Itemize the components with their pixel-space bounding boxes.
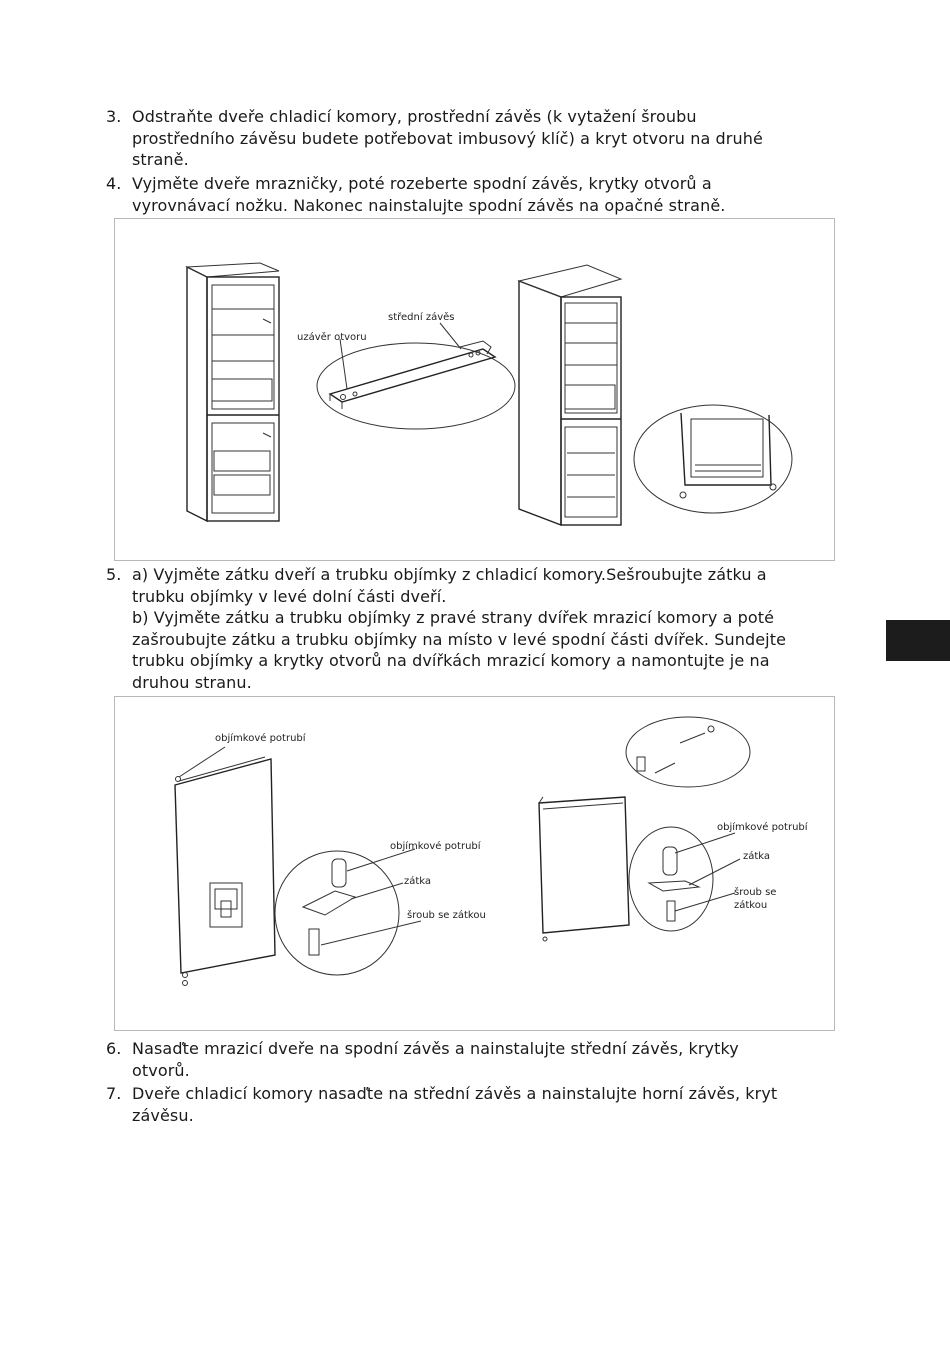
step-text: Dveře chladicí komory nasaďte na střední závěs a nainstalujte horní závěs, kryt závěsu.	[132, 1084, 778, 1125]
hole-cover-zoom	[626, 717, 750, 787]
label-right-screw-line-1: šroub se	[734, 887, 777, 898]
step-6	[106, 1038, 846, 1081]
figure-hinge-removal	[114, 218, 835, 561]
step-number: 5.	[106, 565, 122, 584]
chapter-tab	[886, 620, 950, 661]
label-right-screw-line-2: zátkou	[734, 900, 768, 911]
figure-1-illustration	[115, 219, 836, 562]
left-parts-zoom	[275, 840, 486, 975]
figure-door-parts	[114, 696, 835, 1031]
label-zoom-screw: šroub se zátkou	[407, 910, 486, 921]
step-text: Odstraňte dveře chladicí komory, prostřední závěs (k vytažení šroubu prostředního závěsu budete potřebovat imbusový klíč) a kryt otvoru na druhé straně.	[132, 107, 763, 169]
freezer-door-right	[539, 797, 629, 941]
middle-hinge-zoom	[297, 311, 515, 429]
label-right-sleeve: objímkové potrubí	[717, 822, 808, 833]
step-text: Vyjměte dveře mrazničky, poté rozeberte spodní závěs, krytky otvorů a vyrovnávací nožku. Nakonec nainstalujte spodní závěs na opačné straně.	[132, 174, 726, 215]
right-parts-zoom	[629, 821, 809, 931]
bottom-hinge-zoom	[634, 405, 792, 513]
label-zoom-sleeve: objímkové potrubí	[390, 841, 481, 852]
step-4	[106, 173, 846, 216]
label-zoom-plug: zátka	[404, 876, 432, 887]
label-middle-hinge: střední závěs	[388, 312, 455, 323]
fridge-illustration-left	[187, 263, 279, 521]
step-text: a) Vyjměte zátku dveří a trubku objímky z chladicí komory.Sešroubujte zátku a trubku objímky v levé dolní části dveří. b) Vyjměte zátku a trubku objímky z pravé strany dvířek mrazicí komory a poté zašroubujte zátku a trubku objímky na místo v levé spodní části dvířek. Sundejte trubku objímky a krytky otvorů na dvířkách mrazicí komory a namontujte je na druhou stranu.	[132, 565, 787, 692]
step-number: 4.	[106, 174, 122, 193]
step-number: 6.	[106, 1039, 122, 1058]
label-right-plug: zátka	[743, 851, 771, 862]
fridge-illustration-right	[519, 265, 621, 525]
figure-2-illustration	[115, 697, 836, 1032]
step-7	[106, 1083, 846, 1126]
step-text: Nasaďte mrazicí dveře na spodní závěs a nainstalujte střední závěs, krytky otvorů.	[132, 1039, 739, 1080]
step-number: 3.	[106, 107, 122, 126]
step-3	[106, 106, 846, 171]
label-left-sleeve: objímkové potrubí	[215, 733, 306, 744]
step-number: 7.	[106, 1084, 122, 1103]
fridge-door-left	[175, 732, 307, 986]
step-5	[106, 564, 846, 693]
label-hole-cap: uzávěr otvoru	[297, 332, 367, 343]
